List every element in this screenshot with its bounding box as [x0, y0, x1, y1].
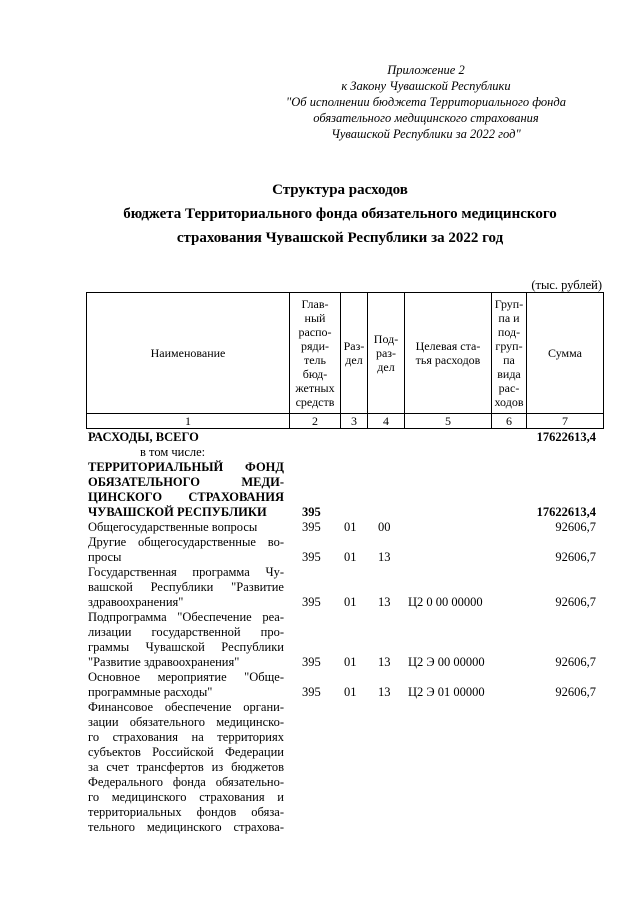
expense-rows: [88, 430, 608, 835]
header-name: Наименование: [87, 293, 290, 414]
header-text: Под-: [373, 332, 399, 346]
row-name-line: Основное мероприятие "Обще-: [88, 670, 284, 684]
header-glavny: [290, 293, 341, 414]
row-name-line: здравоохранения": [88, 595, 184, 609]
row-celevaya: Ц2 0 00 00000: [408, 595, 483, 609]
row-razdel: 01: [344, 685, 357, 699]
row-razdel: 01: [344, 520, 357, 534]
row-name-line: в том числе:: [140, 445, 206, 459]
title-line: бюджета Территориального фонда обязательного медицинского: [123, 206, 557, 222]
header-razdel: [341, 293, 368, 414]
row-name-line: ЦИНСКОГО СТРАХОВАНИЯ: [88, 490, 284, 504]
column-number: 1: [87, 414, 290, 429]
table-header: [86, 292, 604, 429]
row-razdel: 01: [344, 655, 357, 669]
appendix-line: Чувашской Республики за 2022 год": [331, 127, 521, 141]
appendix-line: к Закону Чувашской Республики: [341, 79, 511, 93]
row-glavny: 395: [302, 655, 321, 669]
row-name-line: Другие общегосударственные во-: [88, 535, 284, 549]
row-name-line: программные расходы": [88, 685, 213, 699]
table-row: [88, 460, 608, 520]
row-name: [88, 610, 284, 670]
row-glavny: 395: [302, 520, 321, 534]
header-text: распо-: [298, 325, 332, 339]
appendix-line: обязательного медицинского страхования: [313, 111, 539, 125]
table-row: [88, 445, 608, 460]
row-name-line: го страхования на территориях: [88, 730, 284, 744]
table-row: [88, 430, 608, 445]
row-glavny: 395: [302, 595, 321, 609]
header-text: Целевая ста-: [415, 339, 481, 353]
row-name-line: Государственная программа Чу-: [88, 565, 284, 579]
row-celevaya: Ц2 Э 00 00000: [408, 655, 485, 669]
header-text: тель: [303, 353, 327, 367]
row-name: [88, 520, 284, 535]
table-row: [88, 565, 608, 610]
row-name-line: РАСХОДЫ, ВСЕГО: [88, 430, 199, 444]
units-label: (тыс. рублей): [531, 278, 602, 292]
row-name-line: граммы Чувашской Республики: [88, 640, 284, 654]
column-number: 5: [405, 414, 492, 429]
row-name: [88, 670, 284, 700]
header-text: па и: [498, 311, 520, 325]
header-text: Груп-: [494, 297, 524, 311]
row-name-line: за счет трансфертов из бюджетов: [88, 760, 284, 774]
title-line: страхования Чувашской Республики за 2022 год: [176, 230, 504, 246]
header-text: ходов: [494, 395, 524, 409]
header-text: груп-: [495, 339, 523, 353]
row-name: [88, 460, 284, 520]
row-name-line: тельного медицинского страхова-: [88, 820, 284, 834]
header-gruppa: [492, 293, 527, 414]
header-text: средств: [295, 395, 335, 409]
row-podrazdel: 13: [378, 655, 391, 669]
row-name-line: Подпрограмма "Обеспечение реа-: [88, 610, 284, 624]
row-name-line: ТЕРРИТОРИАЛЬНЫЙ ФОНД: [88, 460, 284, 474]
row-summa: 17622613,4: [536, 505, 596, 519]
header-summa: Сумма: [527, 293, 604, 414]
header-text: Раз-: [343, 339, 365, 353]
row-glavny: 395: [302, 505, 321, 519]
row-name-line: лизации государственной про-: [88, 625, 284, 639]
row-name-line: го медицинского страхования и: [88, 790, 284, 804]
row-glavny: 395: [302, 550, 321, 564]
row-name-line: субъектов Российской Федерации: [88, 745, 284, 759]
row-podrazdel: 13: [378, 550, 391, 564]
row-razdel: 01: [344, 550, 357, 564]
table-row: [88, 670, 608, 700]
header-text: рас-: [498, 381, 520, 395]
row-name: [88, 430, 284, 445]
row-name: [88, 700, 284, 835]
row-summa: 92606,7: [555, 655, 596, 669]
header-text: дел: [345, 353, 363, 367]
row-razdel: 01: [344, 595, 357, 609]
header-celevaya: [405, 293, 492, 414]
header-text: жетных: [295, 381, 335, 395]
column-number: 3: [341, 414, 368, 429]
document-title: [60, 178, 620, 250]
row-name-line: Федерального фонда обязательно-: [88, 775, 284, 789]
appendix-block: [250, 62, 602, 142]
row-summa: 92606,7: [555, 685, 596, 699]
row-name-line: Финансовое обеспечение органи-: [88, 700, 284, 714]
column-number: 7: [527, 414, 604, 429]
header-text: Глав-: [301, 297, 329, 311]
row-summa: 92606,7: [555, 595, 596, 609]
appendix-line: "Об исполнении бюджета Территориального фонда: [286, 95, 566, 109]
row-name-line: "Развитие здравоохранения": [88, 655, 240, 669]
row-glavny: 395: [302, 685, 321, 699]
header-text: раз-: [375, 346, 397, 360]
row-name-line: ЧУВАШСКОЙ РЕСПУБЛИКИ: [88, 505, 267, 519]
header-text: ный: [304, 311, 326, 325]
header-text: па: [503, 353, 515, 367]
title-line: Структура расходов: [272, 182, 408, 198]
row-name-line: зации обязательного медицинско-: [88, 715, 284, 729]
column-number: 4: [368, 414, 405, 429]
header-text: вида: [497, 367, 521, 381]
appendix-line: Приложение 2: [387, 63, 465, 77]
row-podrazdel: 13: [378, 685, 391, 699]
row-summa: 92606,7: [555, 550, 596, 564]
table-row: [88, 700, 608, 835]
row-celevaya: Ц2 Э 01 00000: [408, 685, 485, 699]
row-summa: 17622613,4: [536, 430, 596, 444]
header-text: дел: [377, 360, 395, 374]
table-row: [88, 610, 608, 670]
row-name-line: просы: [88, 550, 122, 564]
row-name: [88, 535, 284, 565]
row-name-line: Общегосударственные вопросы: [88, 520, 258, 534]
row-name-line: территориальных фондов обяза-: [88, 805, 284, 819]
row-podrazdel: 00: [378, 520, 391, 534]
row-summa: 92606,7: [555, 520, 596, 534]
header-text: под-: [497, 325, 521, 339]
row-name-line: ОБЯЗАТЕЛЬНОГО МЕДИ-: [88, 475, 284, 489]
row-name-line: вашской Республики "Развитие: [88, 580, 284, 594]
table-row: [88, 535, 608, 565]
row-name: [88, 445, 336, 460]
header-text: ряди-: [300, 339, 330, 353]
row-name: [88, 565, 284, 610]
header-podrazdel: [368, 293, 405, 414]
header-text: тья расходов: [415, 353, 481, 367]
column-number: 6: [492, 414, 527, 429]
table-row: [88, 520, 608, 535]
column-number: 2: [290, 414, 341, 429]
row-podrazdel: 13: [378, 595, 391, 609]
header-text: бюд-: [302, 367, 328, 381]
